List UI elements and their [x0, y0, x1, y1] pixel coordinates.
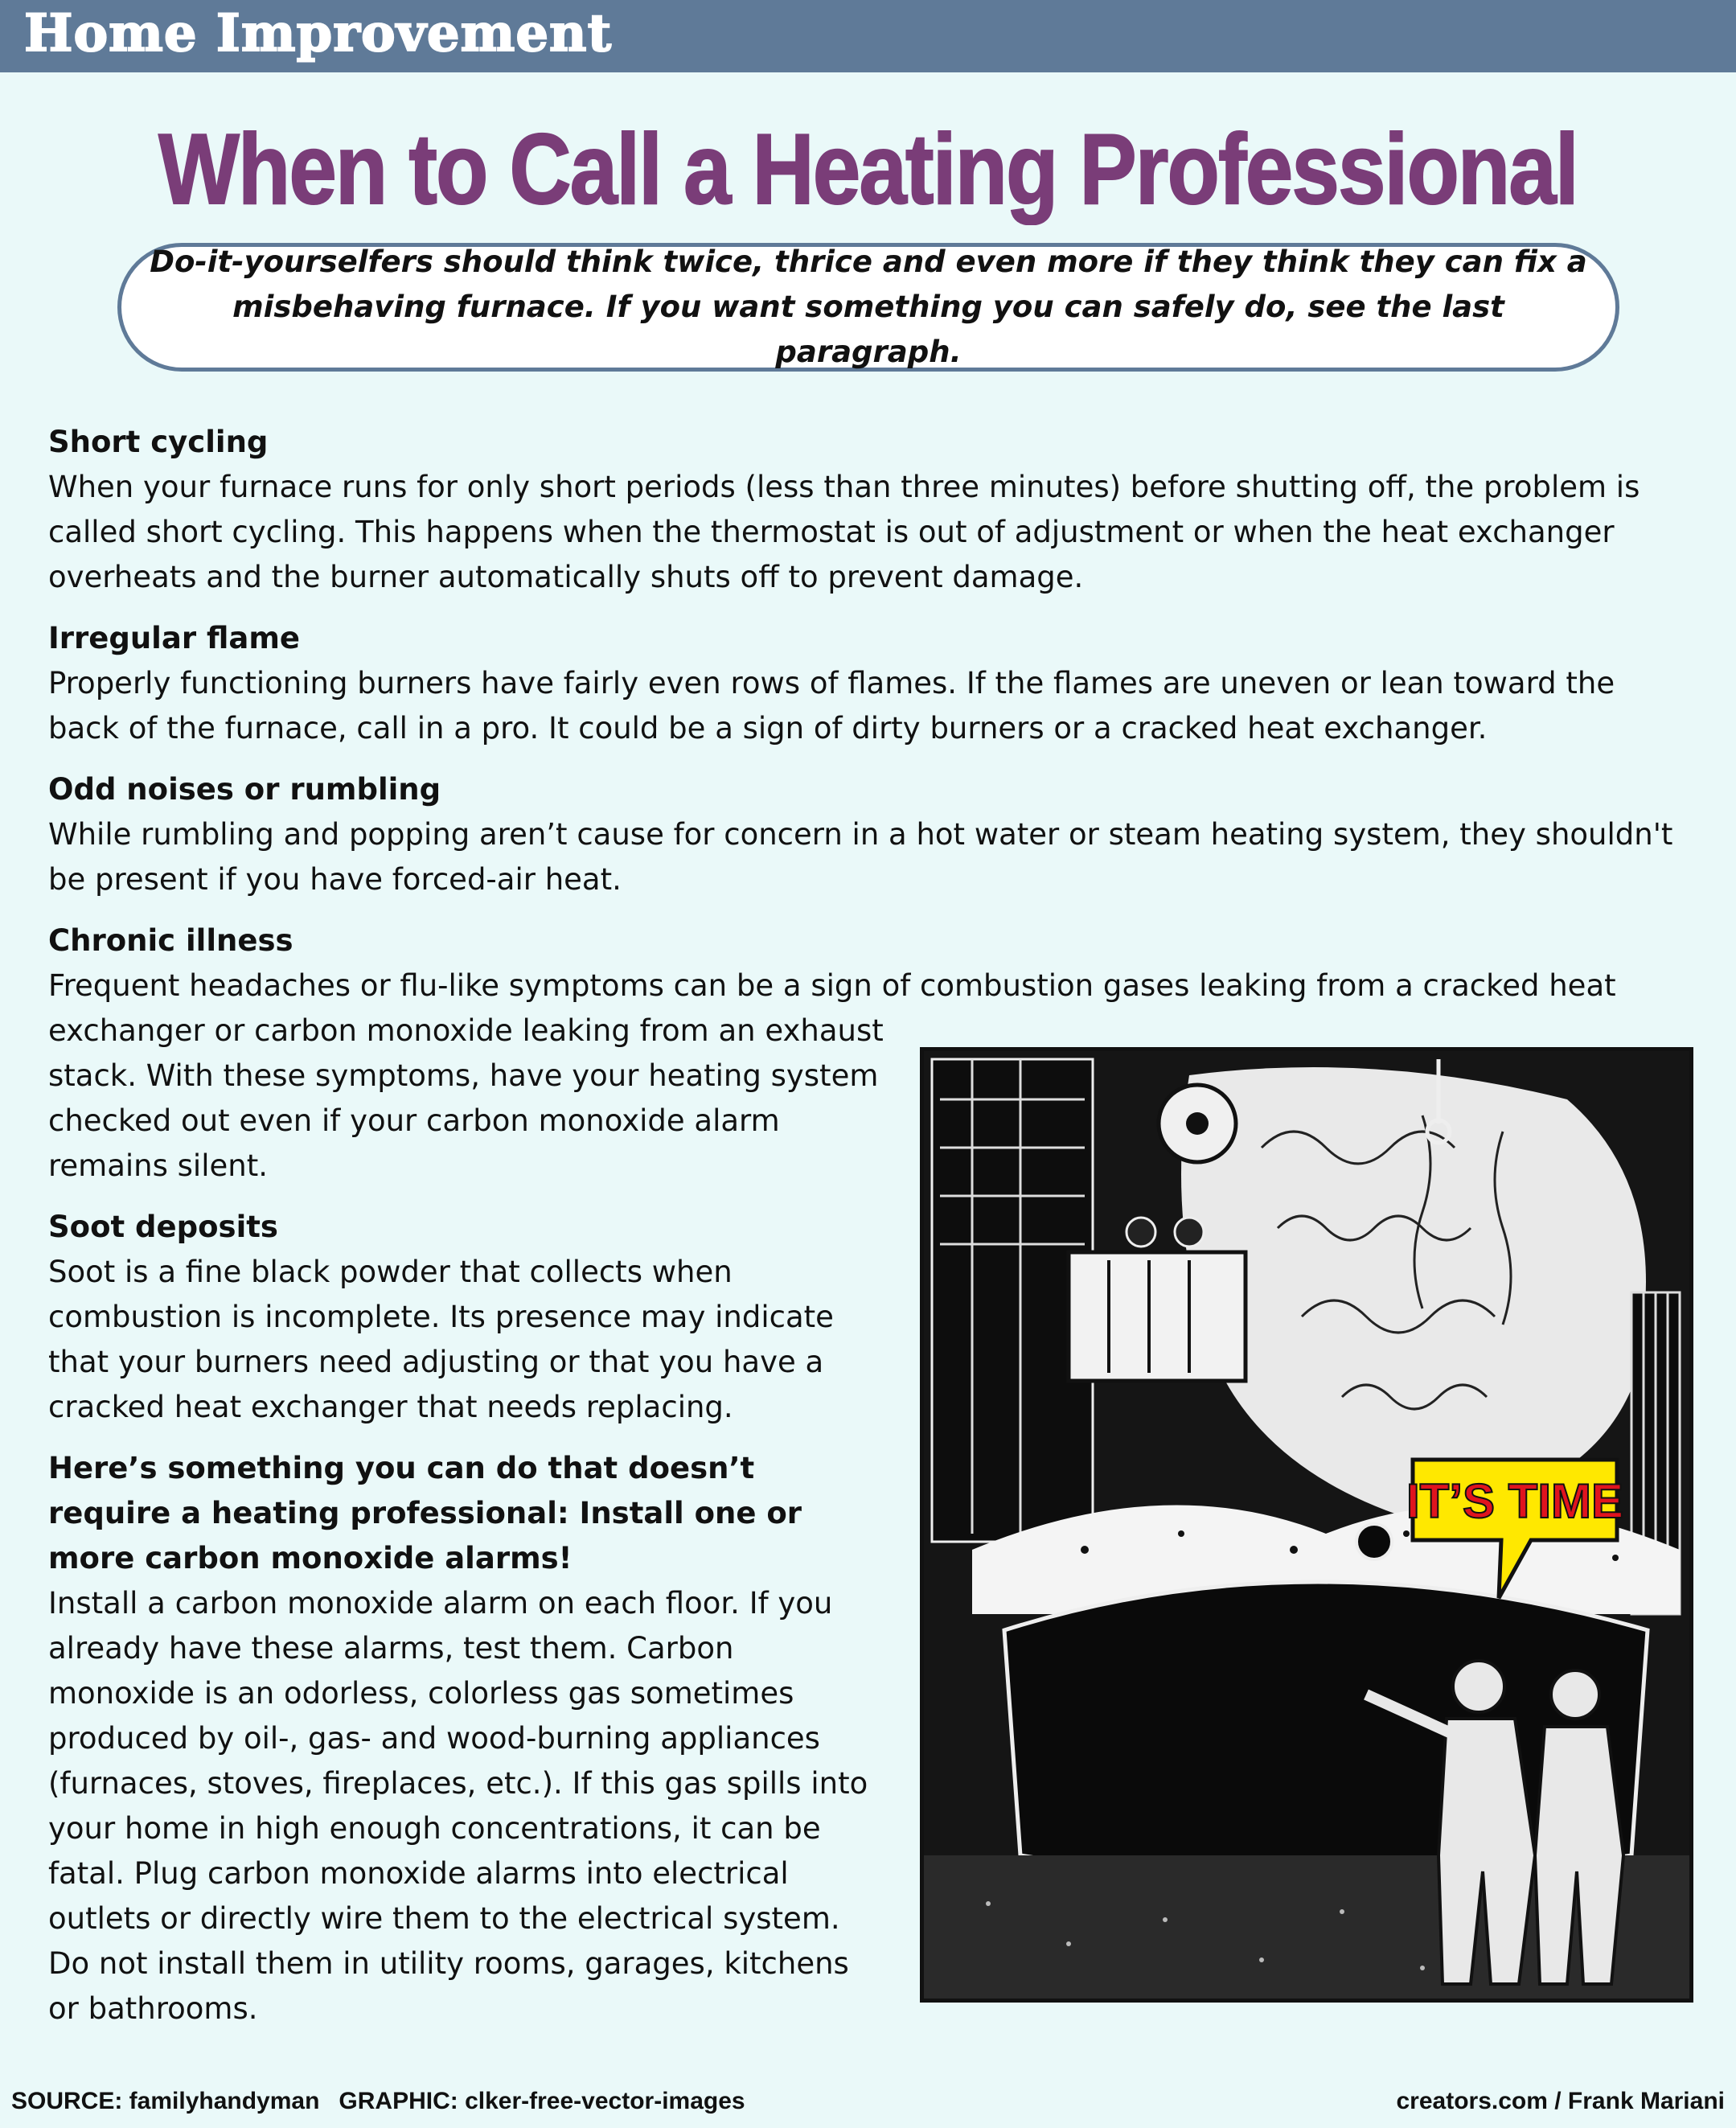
- headline: When to Call a Heating Professional: [158, 114, 1578, 225]
- footer-graphic: GRAPHIC: clker-free-vector-images: [339, 2088, 745, 2114]
- section-body-soot-deposits: Soot is a fine black powder that collects when combustion is incomplete. Its presence may indicate that your burners need adjusting or that you have a cracked heat exchanger that needs replacing.: [48, 1255, 834, 1424]
- foundry-illustration: [920, 1047, 1693, 2003]
- footer-credit: creators.com / Frank Mariani: [1396, 2088, 1725, 2114]
- deck-box: [117, 243, 1619, 372]
- section-body-co-alarms: Install a carbon monoxide alarm on each floor. If you already have these alarms, test them. Carbon monoxide is an odorless, colorless gas sometimes produced by oil-, gas- and wood-burning appliances (furnaces, stoves, fireplaces, etc.). If this gas spills into your home in high enough concentrations, it can be fatal. Plug carbon monoxide alarms into electrical outlets or directly wire them to the electrical system. Do not install them in utility rooms, garages, kitchens or bathrooms.: [48, 1586, 868, 2026]
- deck-text: Do-it-yourselfers should think twice, thrice and even more if they think they can fix a misbehaving furnace. If you want something you can safely do, see the last paragraph.: [150, 244, 1587, 369]
- section-title-co-alarms: Here’s something you can do that doesn’t require a heating professional: Install one or more carbon monoxide alarms!: [48, 1451, 802, 1575]
- section-title-chronic-illness: Chronic illness: [48, 923, 293, 958]
- section-title-short-cycling: Short cycling: [48, 425, 269, 459]
- section-title-irregular-flame: Irregular flame: [48, 621, 301, 655]
- section-banner: [0, 0, 1736, 72]
- footer-source: SOURCE: familyhandyman: [11, 2088, 320, 2114]
- foundry-illustration-art: [924, 1051, 1689, 1999]
- section-title-odd-noises: Odd noises or rumbling: [48, 772, 441, 807]
- section-body-short-cycling: When your furnace runs for only short periods (less than three minutes) before shutting off, the problem is called short cycling. This happens when the thermostat is out of adjustment or when the heat exchanger overheats and the burner automatically shuts off to prevent damage.: [48, 470, 1640, 594]
- section-title-soot-deposits: Soot deposits: [48, 1210, 278, 1244]
- section-body-odd-noises: While rumbling and popping aren’t cause for concern in a hot water or steam heating system, they shouldn't be present if you have forced-air heat.: [48, 817, 1673, 897]
- speech-bubble-text: IT’S TIME: [1406, 1474, 1623, 1528]
- section-body-chronic-illness-wide: Frequent headaches or flu-like symptoms can be a sign of combustion gases leaking from a cracked heat: [48, 968, 1616, 1003]
- banner-title: Home Improvement: [24, 3, 613, 64]
- footer-sources: [11, 2088, 765, 2115]
- section-body-chronic-illness-narrow: exchanger or carbon monoxide leaking from an exhaust stack. With these symptoms, have your heating system checked out even if your carbon monoxide alarm remains silent.: [48, 1013, 884, 1183]
- section-body-irregular-flame: Properly functioning burners have fairly even rows of flames. If the flames are uneven or lean toward the back of the furnace, call in a pro. It could be a sign of dirty burners or a cracked heat exchanger.: [48, 666, 1615, 746]
